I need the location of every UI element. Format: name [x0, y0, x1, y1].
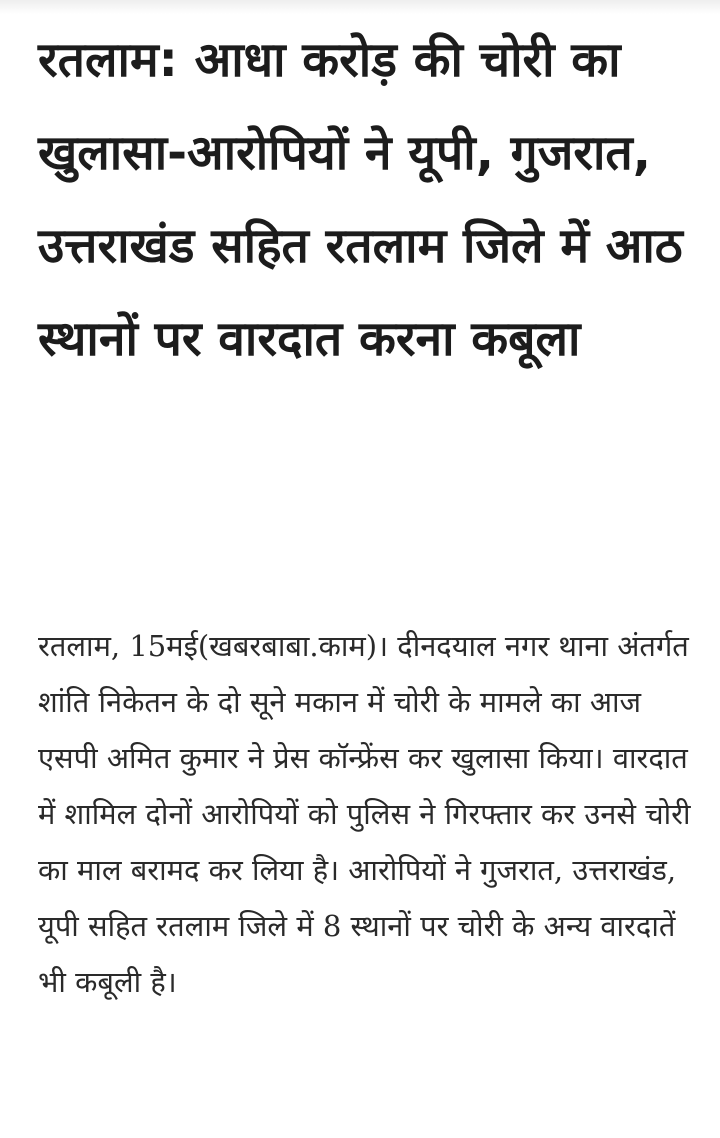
- article-dateline: रतलाम, 15मई(खबरबाबा.काम)।: [38, 629, 389, 663]
- news-article: [38, 14, 698, 999]
- article-headline: रतलाम: आधा करोड़ की चोरी का खुलासा-आरोपियों ने यूपी, गुजरात, उत्तराखंड सहित रतलाम जिले में आठ स्थानों पर वारदात करना कबूला: [38, 32, 683, 367]
- top-edge-shadow: [0, 0, 720, 14]
- article-body-text: दीनदयाल नगर थाना अंतर्गत शांति निकेतन के दो सूने मकान में चोरी के मामले का आज एसपी अमित कुमार ने प्रेस कॉन्फ्रेंस कर खुलासा किया। वारदात में शामिल दोनों आरोपियों को पुलिस ने गिरफ्तार कर उनसे चोरी का माल बरामद कर लिया है। आरोपियों ने गुजरात, उत्तराखंड, यूपी सहित रतलाम जिले में 8 स्थानों पर चोरी के अन्य वारदातें भी कबूली है।: [38, 629, 691, 999]
- article-body: [38, 618, 698, 1010]
